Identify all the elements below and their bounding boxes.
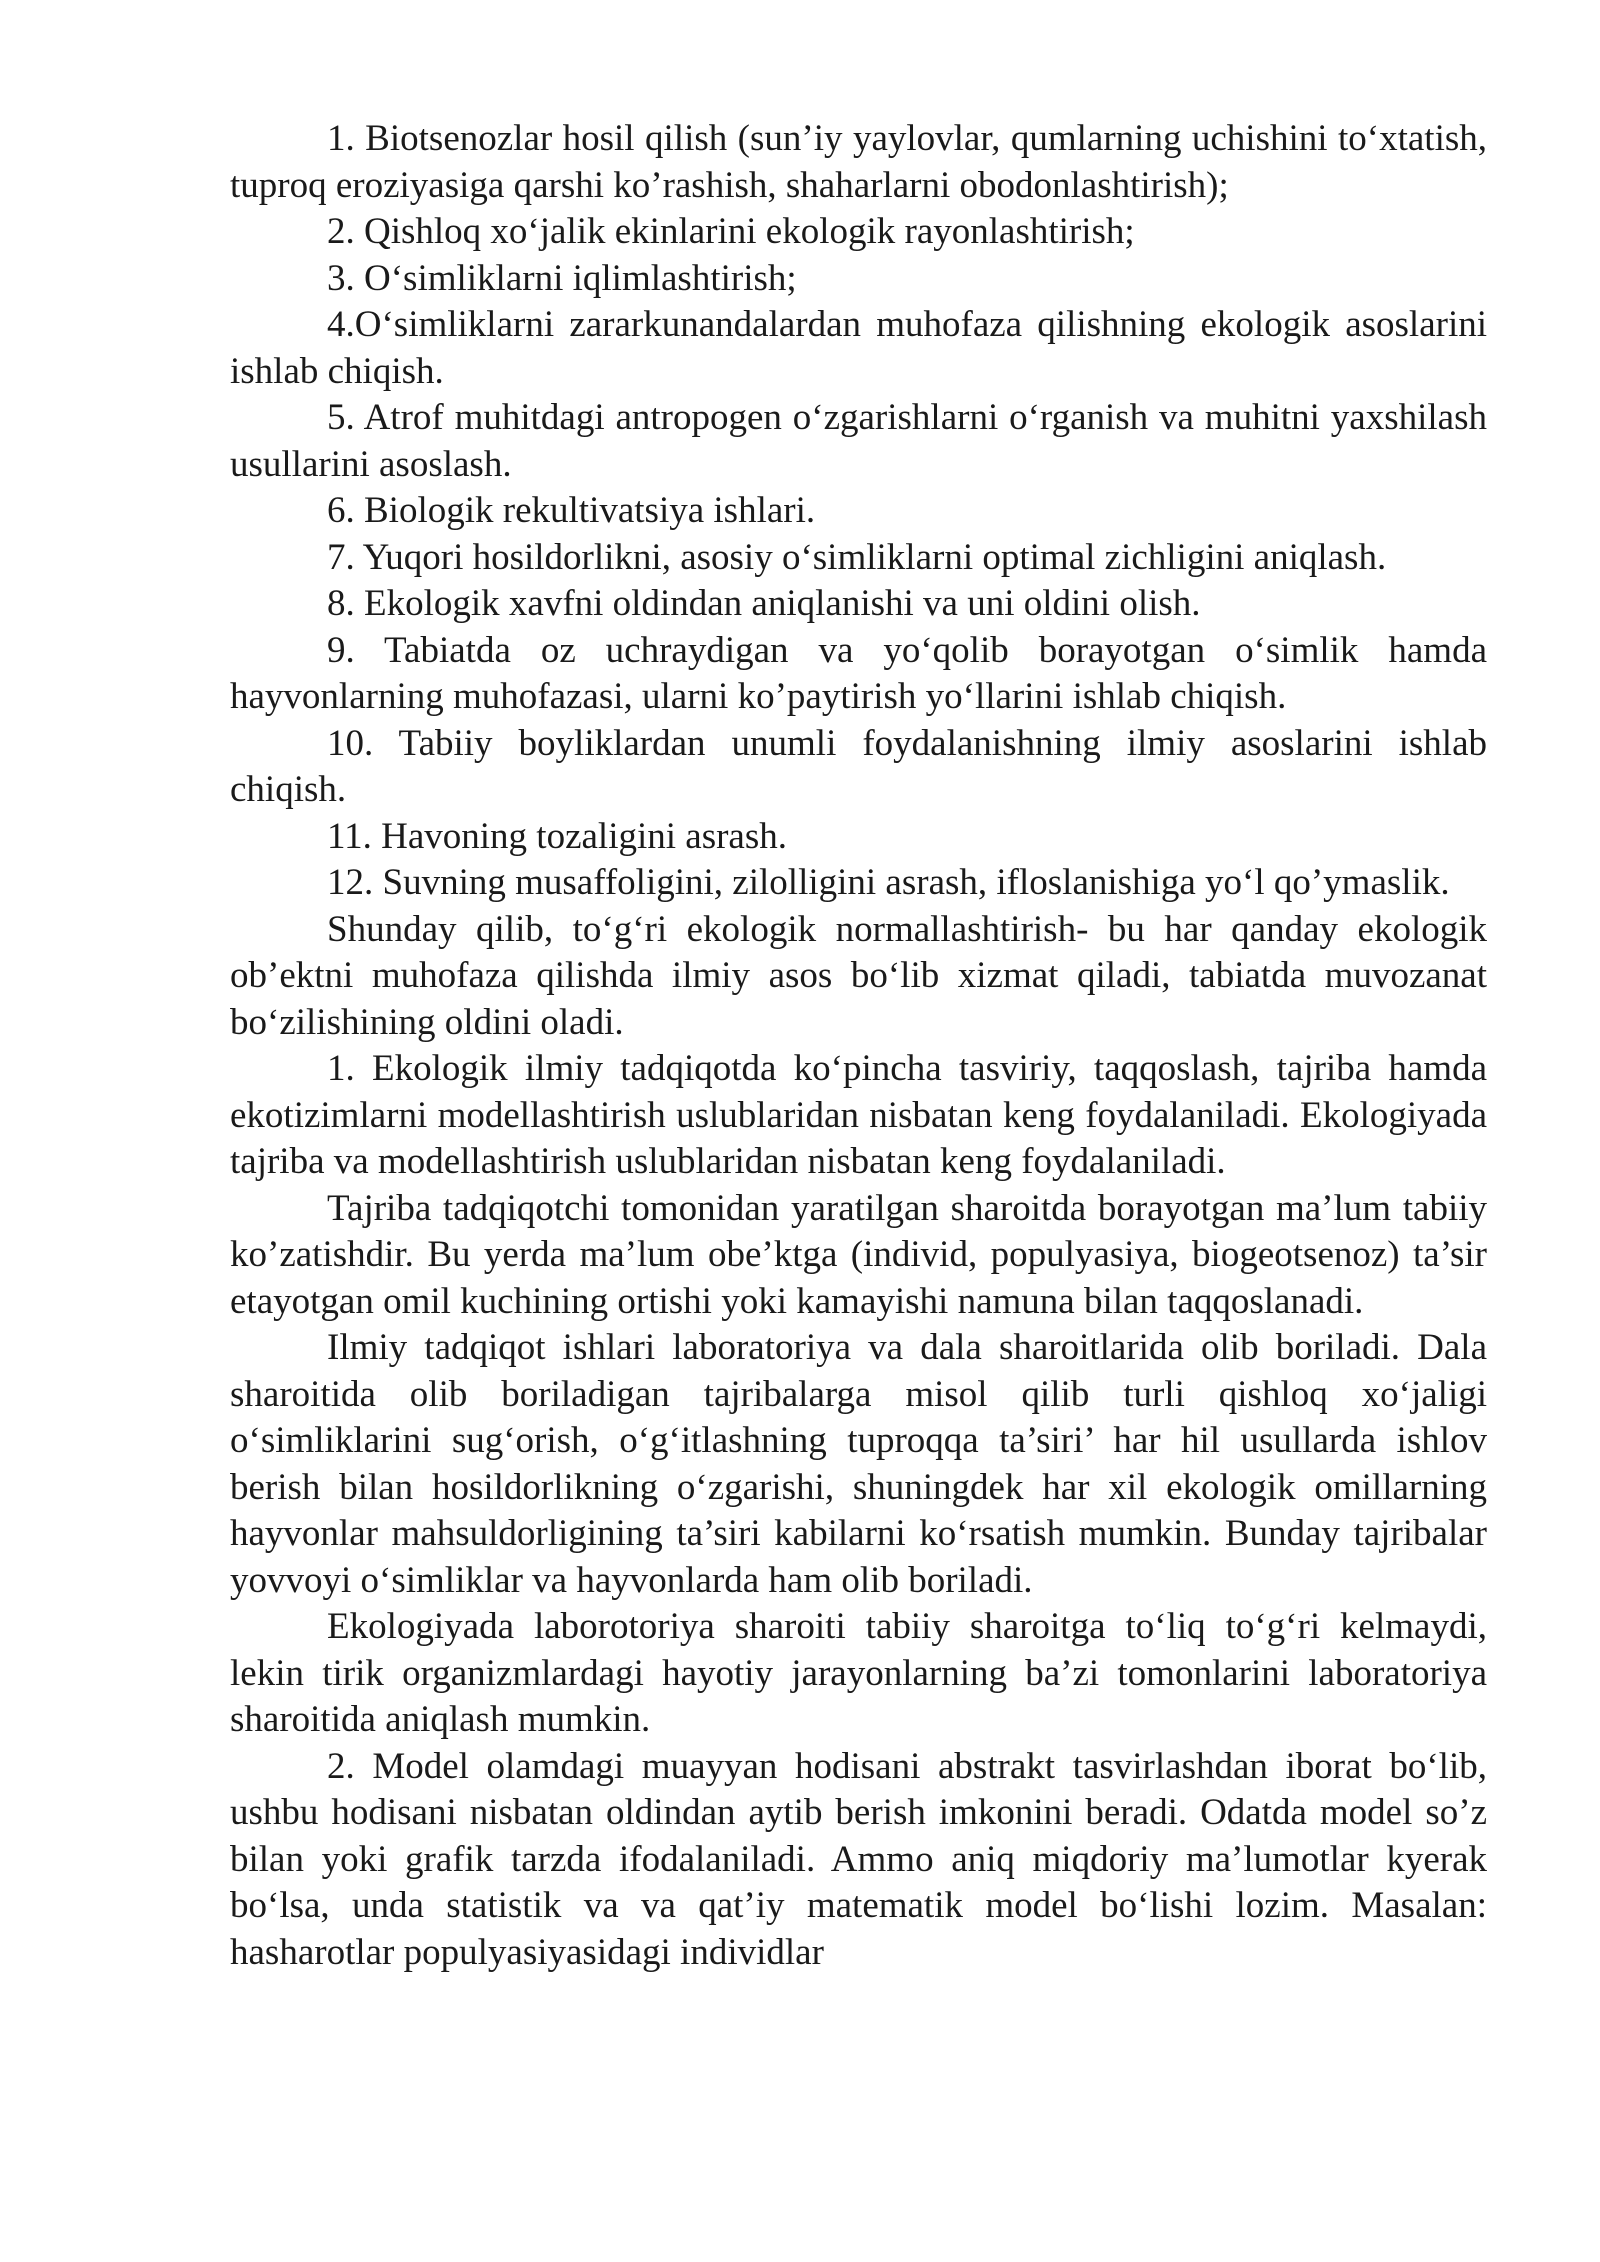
paragraph: 1. Biotsenozlar hosil qilish (sun’iy yaylovlar, qumlarning uchishini to‘xtatish, tuproq eroziyasiga qarshi ko’rashish, shaharlarni obodonlashtirish);	[230, 118, 1487, 206]
paragraph: Tajriba tadqiqotchi tomonidan yaratilgan sharoitda borayotgan ma’lum tabiiy ko’zatishdir. Bu yerda ma’lum obe’ktga (individ, populyasiya, biogeotsenoz) ta’sir etayotgan omil kuchining ortishi yoki kamayishi namuna bilan taqqoslanadi.	[230, 1187, 1487, 1322]
paragraph: Ekologiyada laborotoriya sharoiti tabiiy sharoitga to‘liq to‘g‘ri kelmaydi, lekin tirik organizmlardagi hayotiy jarayonlarning ba’zi tomonlarini laboratoriya sharoitida aniqlash mumkin.	[230, 1606, 1487, 1740]
paragraph: 11. Havoning tozaligini asrash.	[327, 815, 788, 857]
paragraph: Shunday qilib, to‘g‘ri ekologik normallashtirish- bu har qanday ekologik ob’ektni muhofaza qilishda ilmiy asos bo‘lib xizmat qiladi, tabiatda muvozanat bo‘zilishining oldini oladi.	[230, 908, 1487, 1043]
paragraph: Ilmiy tadqiqot ishlari laboratoriya va dala sharoitlarida olib boriladi. Dala sharoitida olib boriladigan tajribalarga misol qilib turli qishloq xo‘jaligi o‘simliklarini sug‘orish, o‘g‘itlashning tuproqqa ta’siri’ har hil usullarda ishlov berish bilan hosildorlikning o‘zgarishi, shuningdek har xil ekologik omillarning hayvonlar mahsuldorligining ta’siri kabilarni ko‘rsatish mumkin. Bunday tajribalar yovvoyi o‘simliklar va hayvonlarda ham olib boriladi.	[230, 1327, 1487, 1601]
paragraph: 3. O‘simliklarni iqlimlashtirish;	[327, 257, 797, 299]
paragraph: 6. Biologik rekultivatsiya ishlari.	[327, 490, 816, 531]
paragraph: 10. Tabiiy boyliklardan unumli foydalanishning ilmiy asoslarini ishlab chiqish.	[230, 722, 1487, 810]
paragraph: 5. Atrof muhitdagi antropogen o‘zgarishlarni o‘rganish va muhitni yaxshilash usullarini asoslash.	[230, 397, 1487, 485]
paragraph: 4.O‘simliklarni zararkunandalardan muhofaza qilishning ekologik asoslarini ishlab chiqish.	[230, 304, 1487, 392]
document-page	[230, 116, 1487, 1976]
paragraph: 8. Ekologik xavfni oldindan aniqlanishi va uni oldini olish.	[327, 583, 1201, 624]
paragraph: 9. Tabiatda oz uchraydigan va yo‘qolib borayotgan o‘simlik hamda hayvonlarning muhofazasi, ularni ko’paytirish yo‘llarini ishlab chiqish.	[230, 629, 1487, 717]
paragraph: 2. Qishloq xo‘jalik ekinlarini ekologik rayonlashtirish;	[327, 211, 1135, 252]
paragraph: 2. Model olamdagi muayyan hodisani abstrakt tasvirlashdan iborat bo‘lib, ushbu hodisani nisbatan oldindan aytib berish imkonini beradi. Odatda model so’z bilan yoki grafik tarzda ifodalaniladi. Ammo aniq miqdoriy ma’lumotlar kyerak bo‘lsa, unda statistik va va qat’iy matematik model bo‘lishi lozim. Masalan: hasharotlar populyasiyasidagi individlar	[230, 1745, 1487, 1973]
paragraph: 1. Ekologik ilmiy tadqiqotda ko‘pincha tasviriy, taqqoslash, tajriba hamda ekotizimlarni modellashtirish uslublaridan nisbatan keng foydalaniladi. Ekologiyada tajriba va modellashtirish uslublaridan nisbatan keng foydalaniladi.	[230, 1048, 1487, 1182]
paragraph: 12. Suvning musaffoligini, zilolligini asrash, ifloslanishiga yo‘l qo’ymaslik.	[327, 862, 1450, 903]
paragraph: 7. Yuqori hosildorlikni, asosiy o‘simliklarni optimal zichligini aniqlash.	[327, 536, 1387, 578]
